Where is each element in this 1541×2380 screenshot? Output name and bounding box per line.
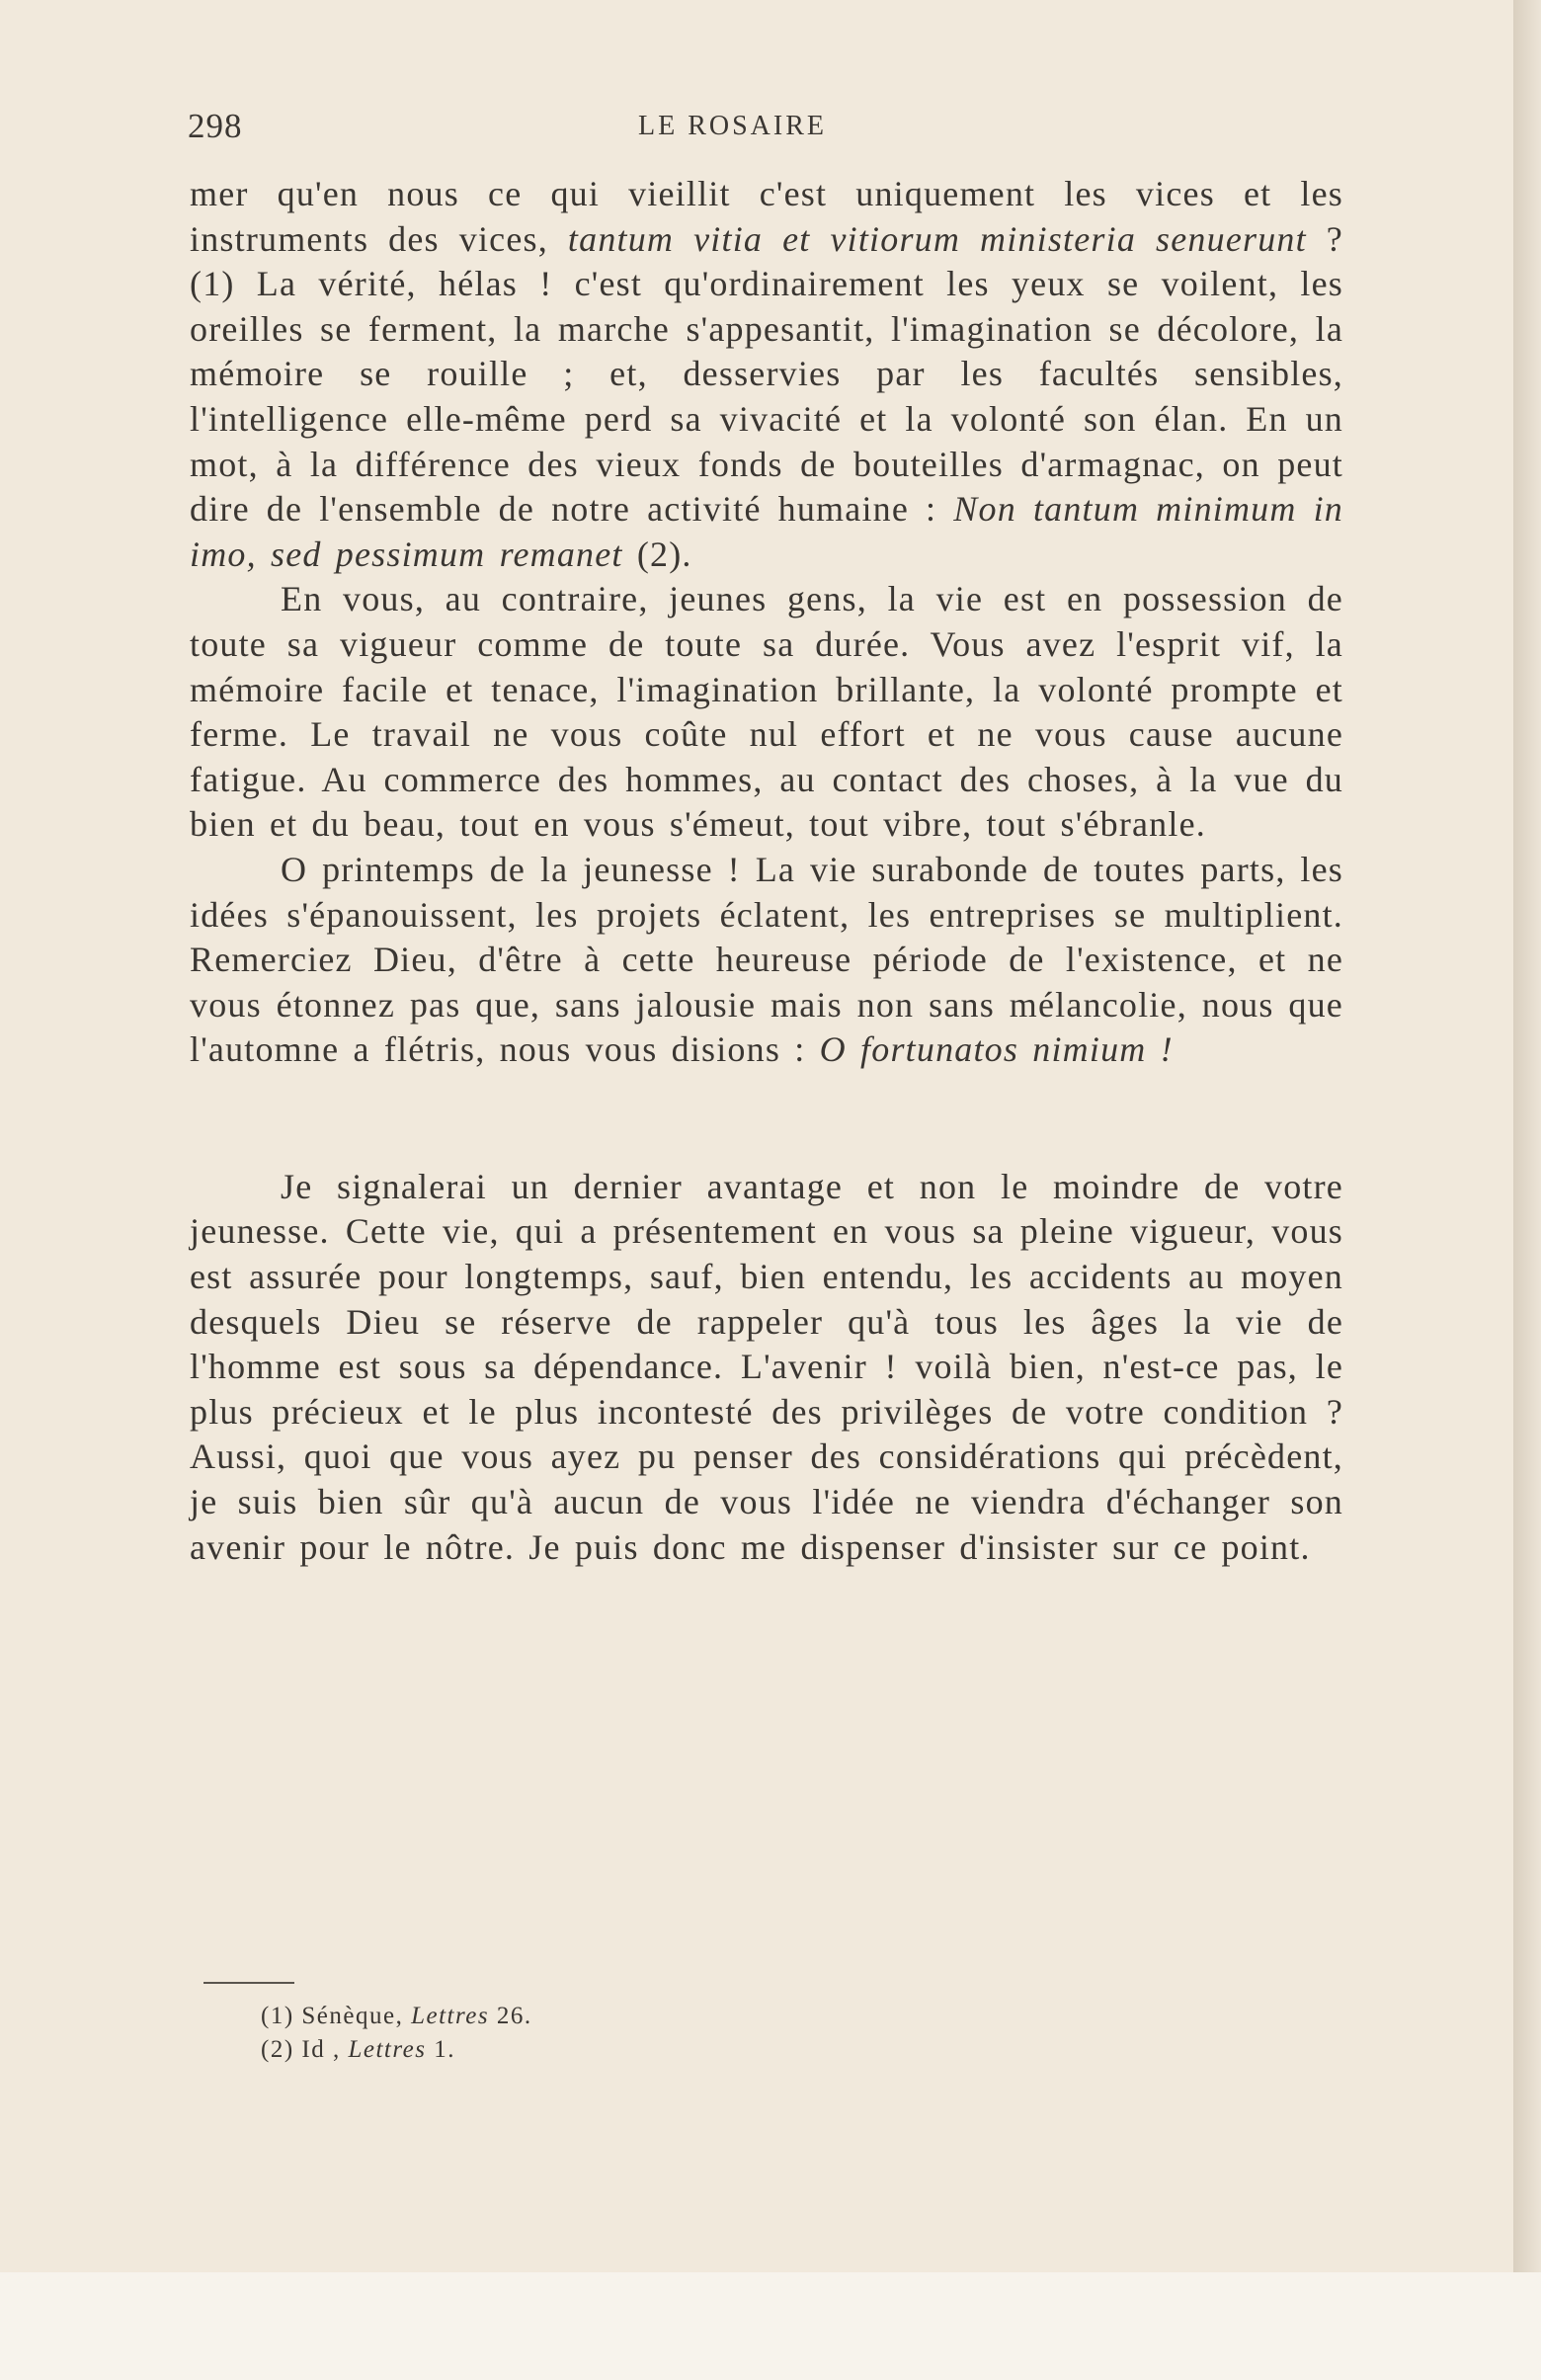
paragraph [190, 577, 1343, 848]
latin-quotation: O fortunatos nimium ! [819, 1029, 1174, 1070]
paragraph [190, 848, 1343, 1073]
paragraph [190, 1165, 1343, 1570]
footnote-divider [203, 1982, 294, 1984]
footnote-work: Lettres [348, 2036, 427, 2063]
latin-quotation: Non tantum minimum in imo, sed pessimum remanet [190, 489, 1344, 574]
text-segment: En vous, au contraire, jeunes gens, la vie est en possession de toute sa vigueur comme de toute sa durée. Vous avez l'esprit vif, la mémoire facile et tenace, l'imagination brillante, la volonté prompte et ferme. Le travail ne vous coûte nul effort et ne vous cause aucune fatigue. Au commerce des hommes, au contact des choses, à la vue du bien et du beau, tout en vous s'émeut, tout vibre, tout s'ébranle. [190, 579, 1343, 845]
page-header [188, 107, 1343, 146]
text-segment: Je signalerai un dernier avantage et non le moindre de votre jeunesse. Cette vie, qui a présentement en vous sa pleine vigueur, vous est assurée pour longtemps, sauf, bien entendu, les accidents au moyen desquels Dieu se réserve de rappeler qu'à tous les âges la vie de l'homme est sous sa dépendance. L'avenir ! voilà bien, n'est-ce pas, le plus précieux et le plus incontesté des privilèges de votre condition ? Aussi, quoi que vous ayez pu penser des considérations qui précèdent, je suis bien sûr qu'à aucun de vous l'idée ne viendra d'échanger son avenir pour le nôtre. Je puis donc me dispenser d'insister sur ce point. [190, 1166, 1343, 1567]
text-segment: ? (1) La vérité, hélas ! c'est qu'ordinairement les yeux se voilent, les oreilles se ferment, la marche s'appesantit, l'imagination se décolore, la mémoire se rouille ; et, desservies par les facultés sensibles, l'intelligence elle-même perd sa vivacité et la volonté son élan. En un mot, à la différence des vieux fonds de bouteilles d'armagnac, on peut dire de l'ensemble de notre activité humaine : [190, 218, 1343, 530]
body-text [190, 172, 1343, 1570]
footnote [261, 2000, 1051, 2033]
footnote-reference: 26. [489, 2003, 532, 2029]
footnotes [261, 2000, 1051, 2067]
footnote-reference: 1. [426, 2036, 456, 2063]
latin-quotation: tantum vitia et vitiorum ministeria senuerunt [567, 218, 1307, 259]
text-segment: mer qu'en nous ce qui vieillit c'est uniquement les vices et les instruments des vices, [190, 174, 1343, 259]
scan-edge [1513, 0, 1541, 2380]
footnote-work: Lettres [411, 2003, 490, 2029]
footnote-marker: (2) [261, 2036, 294, 2063]
running-title: LE ROSAIRE [638, 111, 827, 141]
footnote-author: Id , [301, 2036, 349, 2063]
paragraph-continuation [190, 172, 1343, 577]
scan-margin-bottom [0, 2272, 1541, 2380]
text-segment: (2). [622, 533, 692, 574]
footnote-author: Sénèque, [301, 2003, 412, 2029]
footnote-marker: (1) [261, 2003, 294, 2029]
text-segment: O printemps de la jeunesse ! La vie surabonde de toutes parts, les idées s'épanouissent, les projets éclatent, les entreprises se multiplient. Remerciez Dieu, d'être à cette heureuse période de l'existence, et ne vous étonnez pas que, sans jalousie mais non sans mélancolie, nous que l'automne a flétris, nous vous disions : [190, 849, 1343, 1070]
page-number: 298 [188, 107, 243, 145]
footnote [261, 2033, 1051, 2067]
